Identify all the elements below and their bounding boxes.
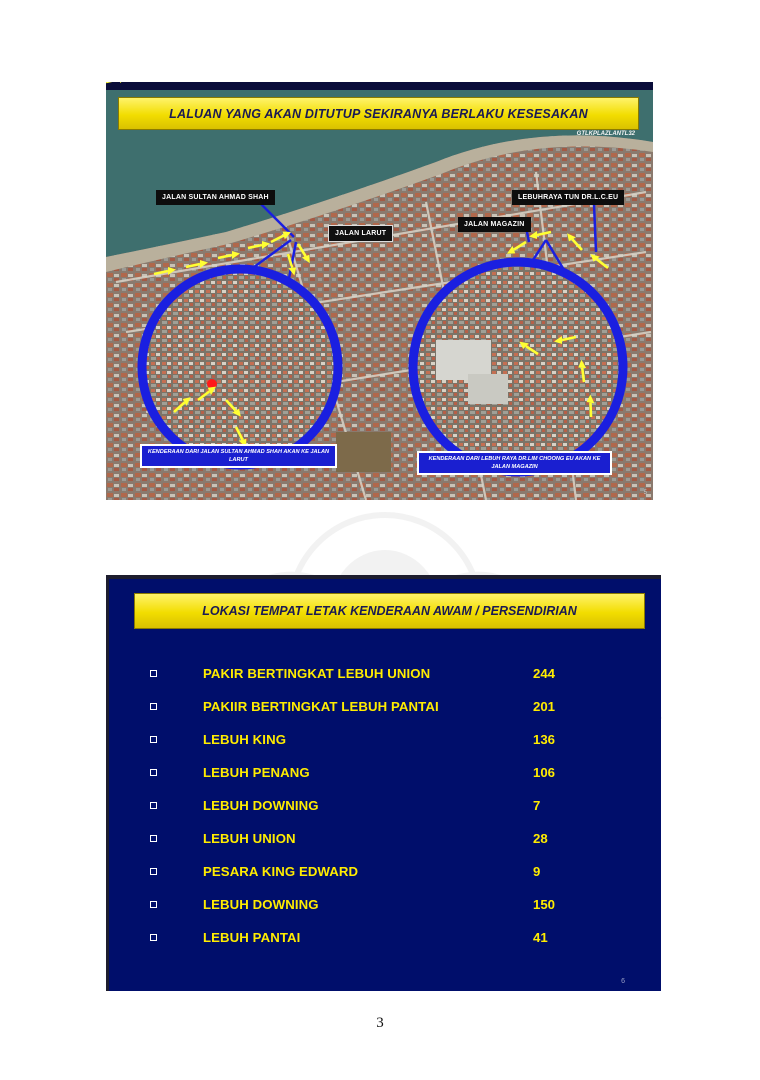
slide1-title: LALUAN YANG AKAN DITUTUP SEKIRANYA BERLAKU KESESAKAN	[169, 106, 588, 121]
slide-parking-locations	[106, 575, 661, 991]
caption-right-route: KENDERAAN DARI LEBUH RAYA DR.LIM CHOONG EU AKAN KE JALAN MAGAZIN	[417, 451, 612, 475]
list-item	[109, 894, 661, 914]
label-lebuhraya-tun-dr-lc-eu: LEBUHRAYA TUN DR.L.C.EU	[512, 190, 624, 205]
label-jalan-sultan-ahmad-shah: JALAN SULTAN AHMAD SHAH	[156, 190, 275, 205]
slide2-title-banner	[134, 593, 645, 629]
list-item	[109, 696, 661, 716]
caption-left-route: KENDERAAN DARI JALAN SULTAN AHMAD SHAH AKAN KE JALAN LARUT	[140, 444, 337, 468]
slide1-number: 5	[643, 490, 647, 496]
checkbox-bullet-icon	[150, 769, 157, 776]
location-count: 244	[533, 665, 556, 681]
list-item	[109, 828, 661, 848]
list-item	[109, 927, 661, 947]
checkbox-bullet-icon	[150, 901, 157, 908]
location-name: LEBUH KING	[203, 731, 287, 747]
slide2-number: 6	[621, 978, 625, 985]
location-count: 41	[533, 929, 548, 945]
location-name: PAKIIR BERTINGKAT LEBUH PANTAI	[203, 698, 439, 714]
location-name: PESARA KING EDWARD	[203, 863, 359, 879]
checkbox-bullet-icon	[150, 802, 157, 809]
slide1-credit: GTLKPLAZLANTL32	[576, 131, 635, 137]
location-count: 9	[533, 863, 541, 879]
location-count: 201	[533, 698, 556, 714]
checkbox-bullet-icon	[150, 736, 157, 743]
location-count: 150	[533, 896, 556, 912]
slide2-title: LOKASI TEMPAT LETAK KENDERAAN AWAM / PERSENDIRIAN	[202, 604, 577, 618]
list-item	[109, 861, 661, 881]
label-jalan-larut: JALAN LARUT	[328, 225, 393, 242]
aerial-map-image	[106, 82, 653, 500]
list-item	[109, 729, 661, 749]
location-name: LEBUH PENANG	[203, 764, 310, 780]
location-count: 106	[533, 764, 556, 780]
list-item	[109, 762, 661, 782]
label-jalan-magazin: JALAN MAGAZIN	[458, 217, 531, 232]
list-item	[109, 795, 661, 815]
location-name: LEBUH DOWNING	[203, 797, 319, 813]
location-name: LEBUH UNION	[203, 830, 296, 846]
location-name: LEBUH PANTAI	[203, 929, 301, 945]
checkbox-bullet-icon	[150, 703, 157, 710]
slide1-title-banner	[118, 97, 639, 130]
location-count: 28	[533, 830, 548, 846]
location-name: PAKIR BERTINGKAT LEBUH UNION	[203, 665, 431, 681]
checkbox-bullet-icon	[150, 670, 157, 677]
page-number: 3	[376, 1015, 384, 1031]
checkbox-bullet-icon	[150, 868, 157, 875]
slide-route-closure	[106, 82, 653, 500]
location-count: 136	[533, 731, 556, 747]
checkbox-bullet-icon	[150, 934, 157, 941]
location-count: 7	[533, 797, 541, 813]
list-item	[109, 663, 661, 683]
location-name: LEBUH DOWNING	[203, 896, 319, 912]
checkbox-bullet-icon	[150, 835, 157, 842]
